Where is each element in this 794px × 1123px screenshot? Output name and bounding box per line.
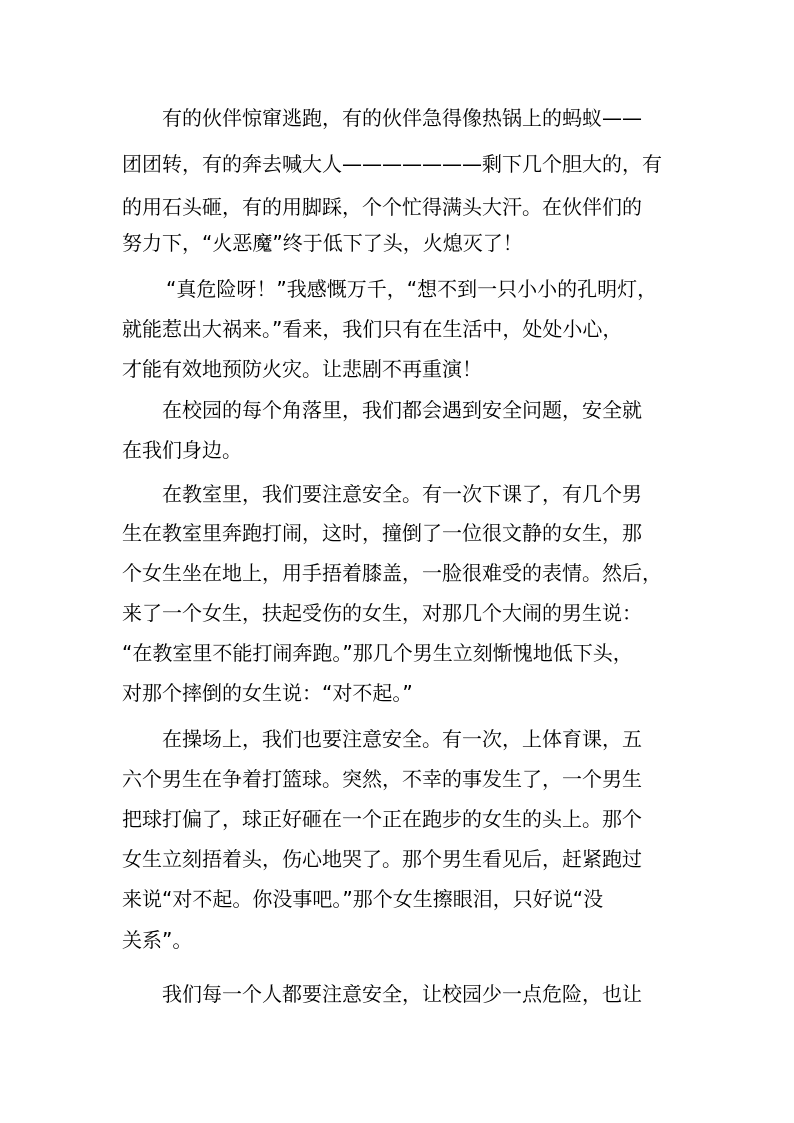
line-text: 六个男生在争着打篮球。突然，不幸的事发生了，一个男生: [122, 767, 642, 791]
line-text: 在操场上，我们也要注意安全。有一次，上体育课，五: [162, 727, 642, 751]
text-line: [0, 596, 794, 630]
line-text: 在教室里，我们要注意安全。有一次下课了，有几个男: [162, 482, 642, 506]
text-line: [0, 762, 794, 796]
text-line: [0, 393, 794, 427]
line-text: 在我们身边。: [122, 438, 242, 462]
line-text: “真危险呀！”我感慨万千，“想不到一只小小的孔明灯，: [166, 277, 658, 301]
text-line: [0, 433, 794, 467]
text-line: [0, 101, 794, 135]
line-text: 生在教室里奔跑打闹，这时，撞倒了一位很文静的女生，那: [122, 521, 642, 545]
text-line: [0, 842, 794, 876]
line-text: 努力下，“火恶魔”终于低下了头，火熄灭了！: [122, 231, 523, 255]
text-line: [0, 676, 794, 710]
text-line: [0, 226, 794, 260]
text-line: [0, 147, 794, 181]
line-text: 来了一个女生，扶起受伤的女生，对那几个大闹的男生说：: [122, 601, 642, 625]
line-text: 把球打偏了，球正好砸在一个正在跑步的女生的头上。那个: [122, 807, 642, 831]
line-text: 个女生坐在地上，用手捂着膝盖，一脸很难受的表情。然后，: [122, 561, 662, 585]
line-text: “在教室里不能打闹奔跑。”那几个男生立刻惭愧地低下头，: [122, 641, 633, 665]
text-line: [0, 190, 794, 224]
line-text: 在校园的每个角落里，我们都会遇到安全问题，安全就: [162, 398, 642, 422]
text-line: [0, 882, 794, 916]
line-text: 来说“对不起。你没事吧。”那个女生擦眼泪，只好说“没: [122, 887, 604, 911]
text-line: [0, 722, 794, 756]
text-line: [0, 312, 794, 346]
line-text: 就能惹出大祸来。”看来，我们只有在生活中，处处小心，: [122, 317, 623, 341]
line-text: 对那个摔倒的女生说：“对不起。”: [122, 681, 413, 705]
text-line: [0, 977, 794, 1011]
text-line: [0, 636, 794, 670]
line-text: 才能有效地预防火灾。让悲剧不再重演！: [122, 357, 482, 381]
text-line: [0, 556, 794, 590]
line-text: 有的伙伴惊窜逃跑，有的伙伴急得像热锅上的蚂蚁——: [162, 106, 642, 130]
text-line: [0, 477, 794, 511]
text-line: [0, 272, 794, 306]
line-text: 团团转，有的奔去喊大人———————剩下几个胆大的，有: [122, 152, 662, 176]
text-line: [0, 516, 794, 550]
line-text: 关系”。: [122, 928, 193, 952]
line-text: 我们每一个人都要注意安全，让校园少一点危险，也让: [162, 982, 642, 1006]
line-text: 的用石头砸，有的用脚踩，个个忙得满头大汗。在伙伴们的: [122, 195, 642, 219]
text-line: [0, 352, 794, 386]
text-line: [0, 802, 794, 836]
text-line: [0, 923, 794, 957]
line-text: 女生立刻捂着头，伤心地哭了。那个男生看见后，赶紧跑过: [122, 847, 642, 871]
